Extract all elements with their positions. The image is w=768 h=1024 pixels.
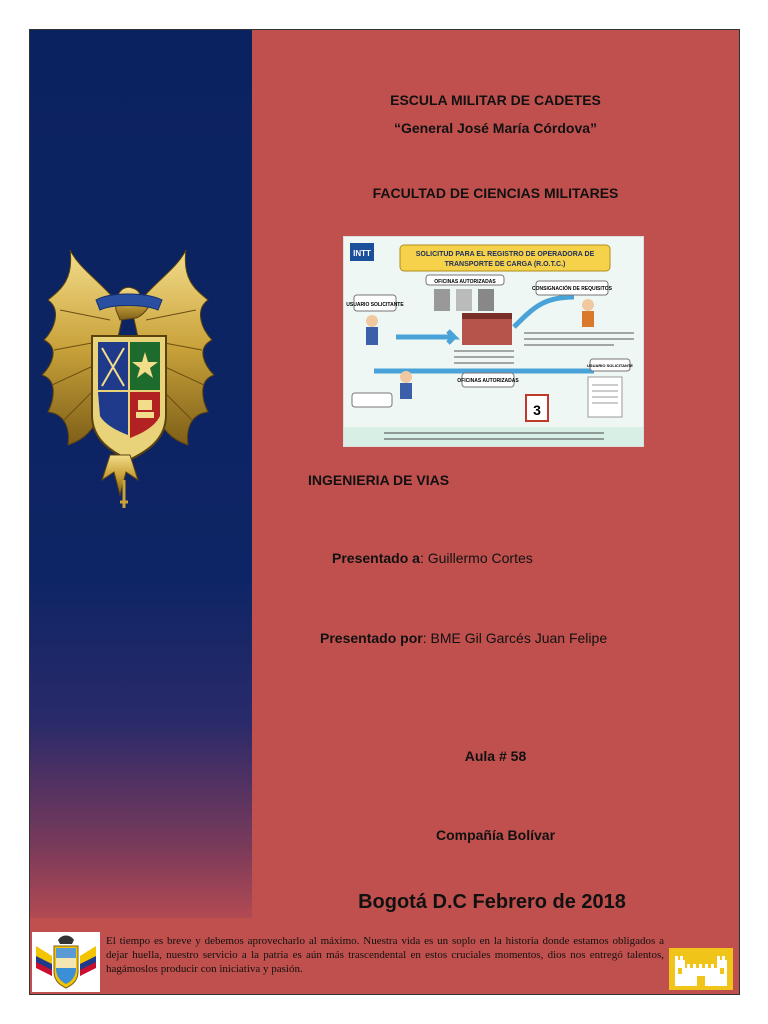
user-label-2: USUARIO SOLICITANTE bbox=[587, 363, 633, 368]
faculty-name: FACULTAD DE CIENCIAS MILITARES bbox=[372, 185, 619, 201]
classroom: Aula # 58 bbox=[464, 748, 527, 764]
presented-to-value: : Guillermo Cortes bbox=[419, 550, 533, 566]
school-name: ESCULA MILITAR DE CADETES bbox=[390, 92, 601, 108]
presented-to-label: Presentado a bbox=[332, 550, 420, 566]
company-name: Compañía Bolívar bbox=[435, 827, 556, 843]
presented-by bbox=[320, 630, 607, 646]
infographic-title-line1: SOLICITUD PARA EL REGISTRO DE OPERADORA DE bbox=[415, 251, 595, 258]
course-name: INGENIERIA DE VIAS bbox=[308, 472, 450, 488]
calendar-day: 3 bbox=[533, 402, 541, 418]
consignment-label: CONSIGNACIÓN DE REQUISITOS bbox=[532, 286, 612, 292]
military-crest-emblem bbox=[40, 240, 216, 510]
cover-page bbox=[29, 29, 740, 995]
infographic-title-line2: TRANSPORTE DE CARGA (R.O.T.C.) bbox=[444, 261, 566, 268]
infographic-drawing bbox=[344, 237, 643, 446]
general-name: “General José María Córdova” bbox=[393, 120, 598, 136]
user-label: USUARIO SOLICITANTE bbox=[346, 302, 404, 308]
presented-by-label: Presentado por bbox=[320, 630, 423, 646]
offices-label-2: OFICINAS AUTORIZADAS bbox=[457, 378, 519, 384]
presented-by-value: : BME Gil Garcés Juan Felipe bbox=[422, 630, 608, 646]
offices-label: OFICINAS AUTORIZADAS bbox=[434, 279, 496, 285]
presented-to bbox=[332, 550, 533, 566]
intt-logo: INTT bbox=[353, 249, 371, 258]
colombia-coat-of-arms-icon bbox=[32, 932, 100, 992]
castle-insignia-icon bbox=[669, 948, 733, 990]
footer-motto: El tiempo es breve y debemos aprovecharlo al máximo. Nuestra vida es un soplo en la historia donde estamos obligados a dejar huella, nuestro servicio a la patria es aún más trascendental en estos cruciales momentos, dios nos entregó talentos, hagámoslos producir con iniciativa y pasión. bbox=[106, 935, 664, 975]
date-location: Bogotá D.C Febrero de 2018 bbox=[358, 891, 626, 913]
rotc-infographic-image bbox=[343, 236, 644, 447]
